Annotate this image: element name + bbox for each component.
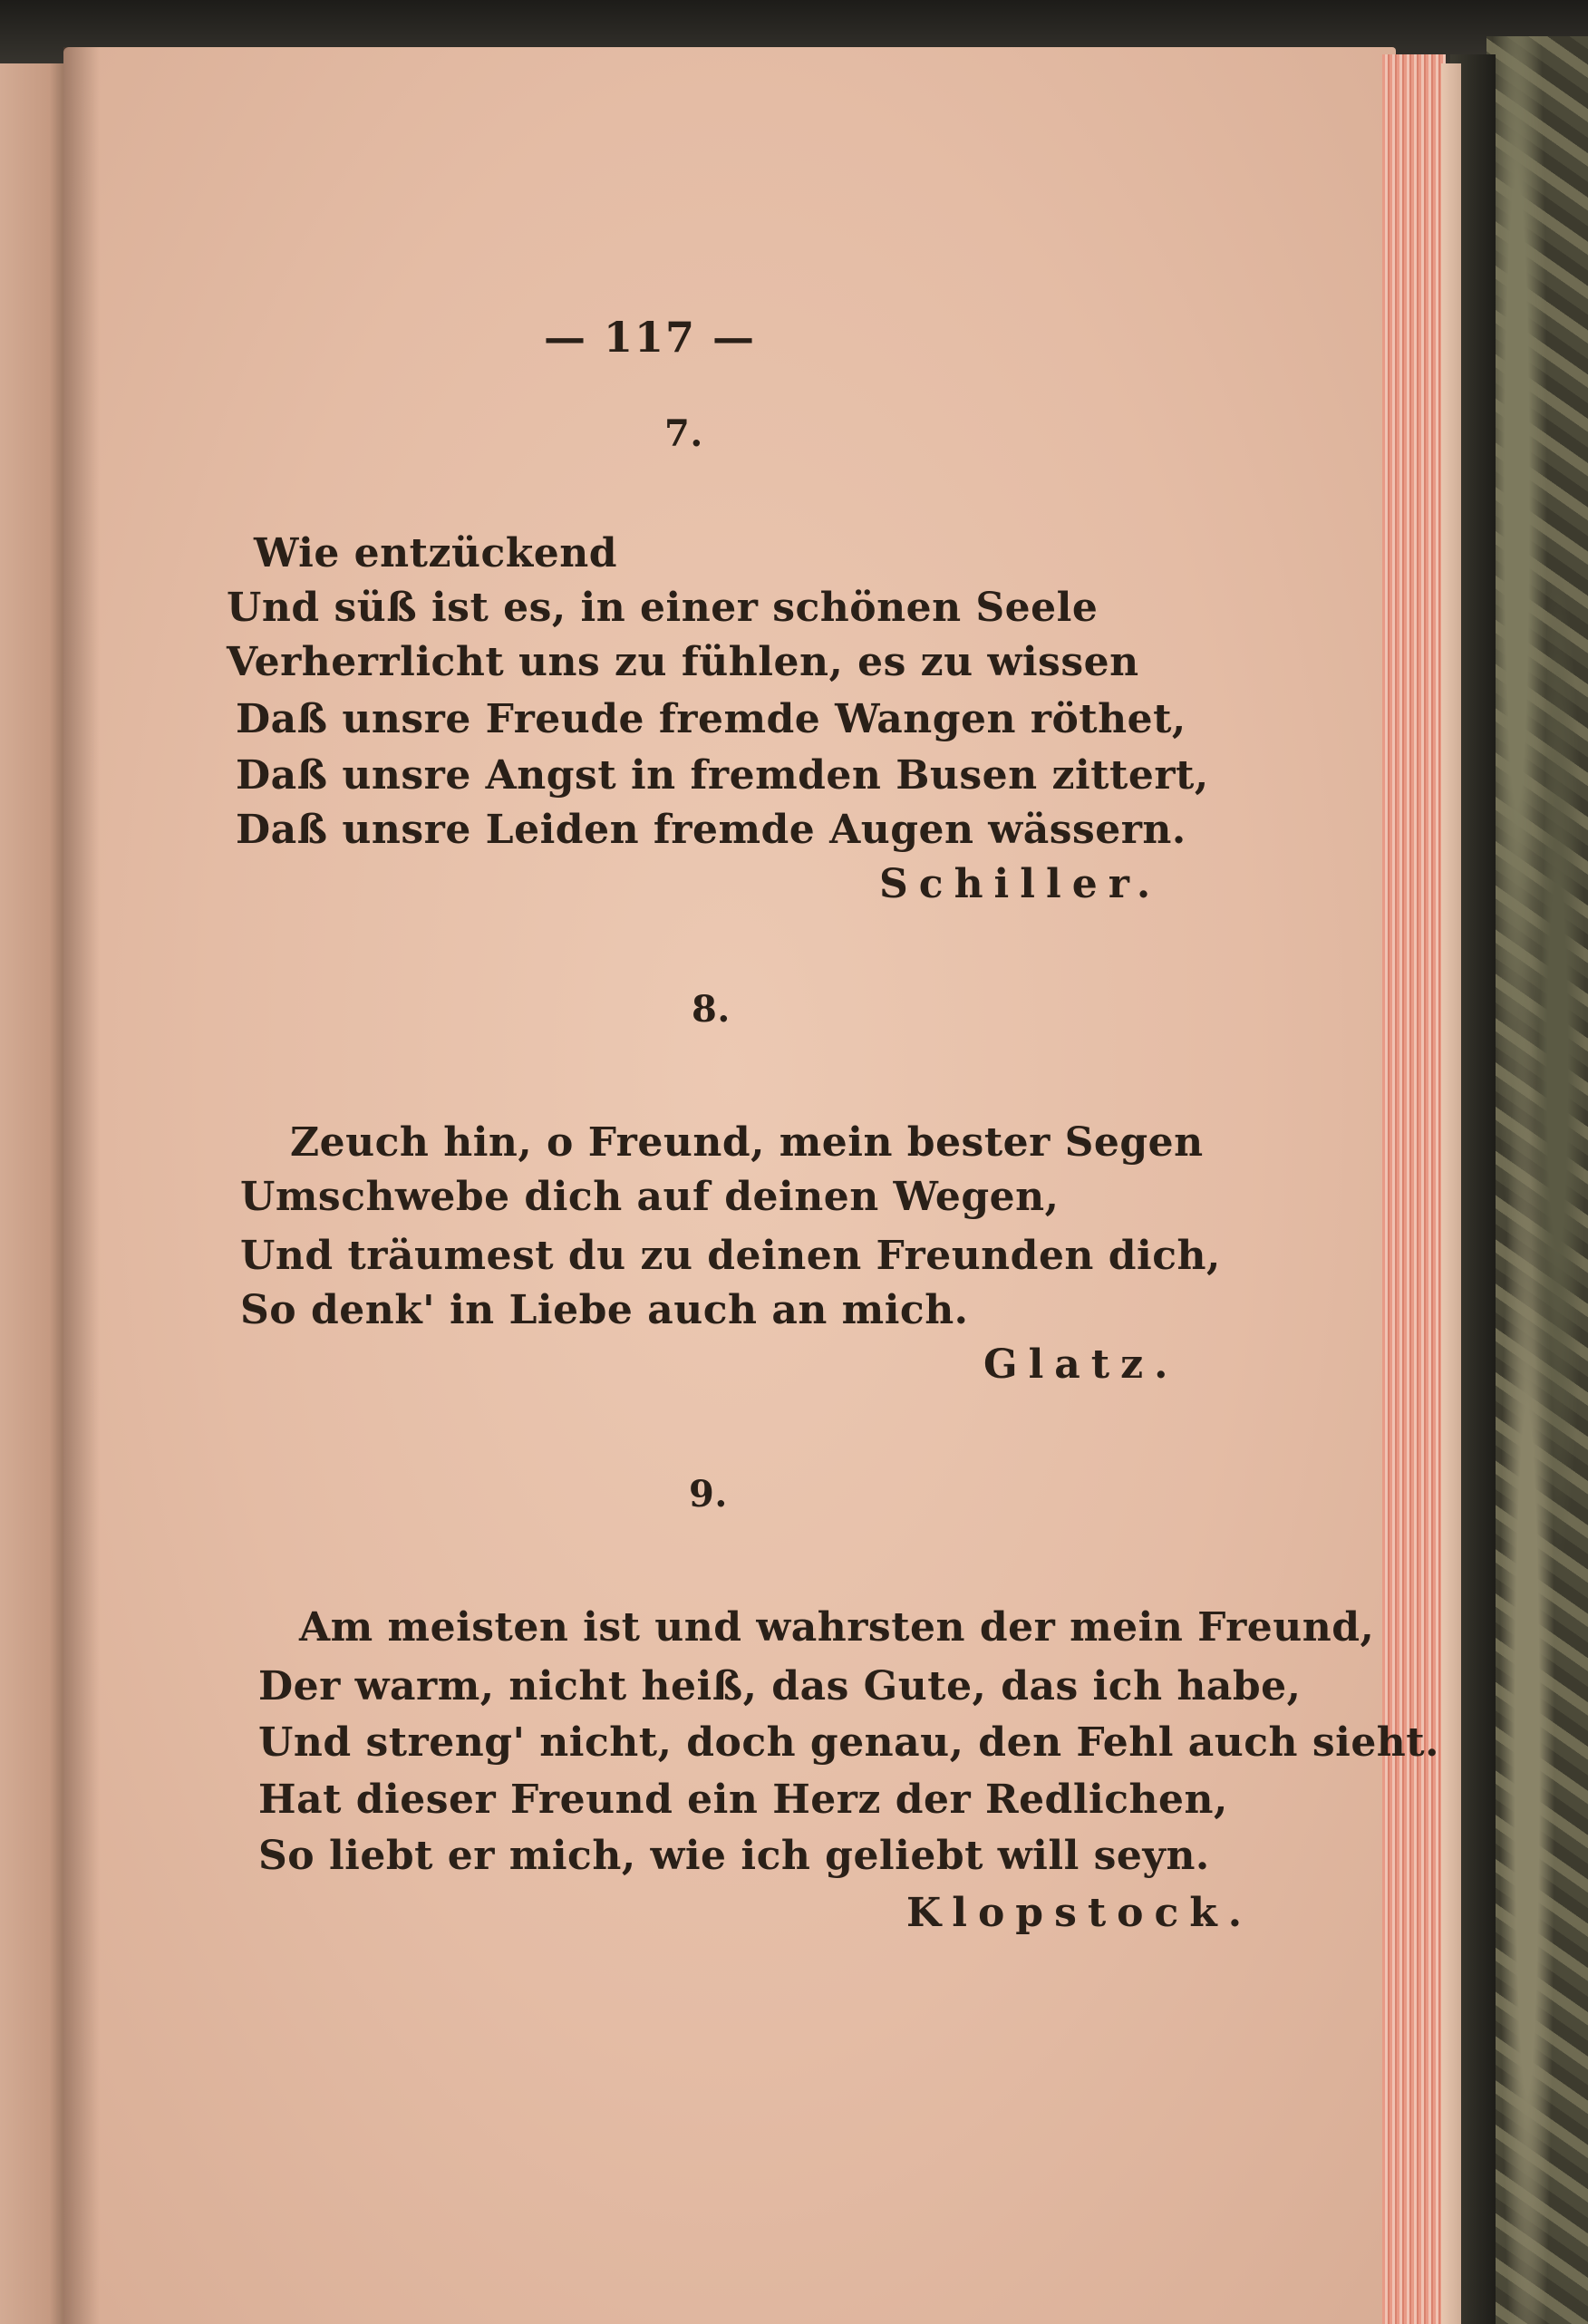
poem-line: So liebt er mich, wie ich geliebt will seyn. xyxy=(258,1833,1210,1879)
author-name: Klopstock. xyxy=(906,1890,1254,1936)
page-gutter xyxy=(63,47,100,2324)
section-number: 8. xyxy=(692,988,731,1031)
page-block-edge xyxy=(1441,63,1461,2324)
poem-line: Zeuch hin, o Freund, mein bester Segen xyxy=(290,1119,1204,1166)
poem-line: Und streng' nicht, doch genau, den Fehl auch sieht. xyxy=(258,1719,1439,1766)
poem-line: Daß unsre Freude fremde Wangen röthet, xyxy=(236,696,1186,742)
section-number: 9. xyxy=(689,1473,728,1515)
poem-line: Und träumest du zu deinen Freunden dich, xyxy=(240,1233,1221,1279)
marbled-cover xyxy=(1486,36,1588,2324)
poem-line: Verherrlicht uns zu fühlen, es zu wissen xyxy=(227,639,1139,685)
page-number: — 117 — xyxy=(544,313,757,362)
section-number: 7. xyxy=(664,412,703,455)
poem-line: Hat dieser Freund ein Herz der Redlichen, xyxy=(258,1777,1228,1823)
poem-line: Wie entzückend xyxy=(254,530,617,576)
red-page-edges xyxy=(1382,54,1446,2324)
author-name: Schiller. xyxy=(879,861,1162,907)
poem-line: Daß unsre Angst in fremden Busen zittert, xyxy=(236,752,1209,799)
poem-line: Der warm, nicht heiß, das Gute, das ich habe, xyxy=(258,1663,1302,1709)
author-name: Glatz. xyxy=(983,1341,1179,1388)
left-page-edge xyxy=(0,63,71,2324)
poem-line: Daß unsre Leiden fremde Augen wässern. xyxy=(236,807,1186,853)
poem-line: Am meisten ist und wahrsten der mein Freund, xyxy=(299,1604,1375,1651)
poem-line: Und süß ist es, in einer schönen Seele xyxy=(227,585,1099,631)
poem-line: So denk' in Liebe auch an mich. xyxy=(240,1287,969,1333)
poem-line: Umschwebe dich auf deinen Wegen, xyxy=(240,1174,1060,1220)
